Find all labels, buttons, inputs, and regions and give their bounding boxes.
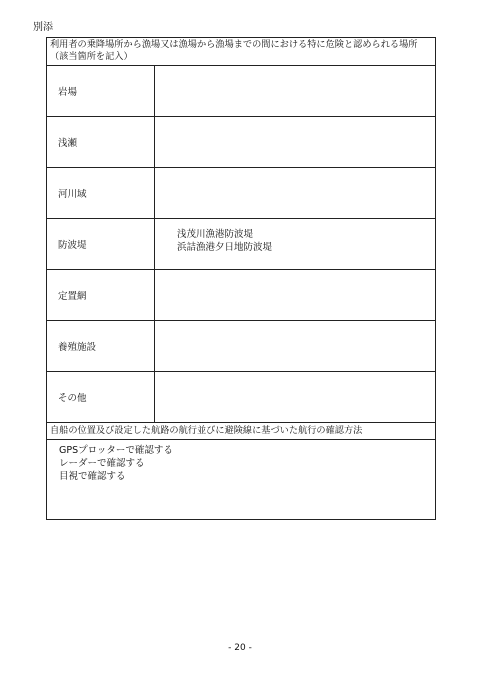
- danger-places-header: 利用者の乗降場所から漁場又は漁場から漁場までの間における特に危険と認められる場所（該当箇所を記入）: [47, 38, 435, 66]
- page-number: - 20 -: [228, 643, 252, 653]
- location-label: その他: [47, 372, 155, 422]
- location-label: 定置網: [47, 270, 155, 320]
- location-row: [47, 321, 435, 372]
- location-value: [155, 66, 435, 116]
- method-item: GPSプロッターで確認する: [59, 445, 173, 456]
- location-row: [47, 117, 435, 168]
- location-value: [155, 372, 435, 422]
- location-label: 岩場: [47, 66, 155, 116]
- location-entry: 浅茂川漁港防波堤: [177, 229, 254, 240]
- method-item: レーダーで確認する: [59, 458, 145, 469]
- form-table: [46, 37, 436, 520]
- location-label: 防波堤: [47, 219, 155, 269]
- location-label: 養殖施設: [47, 321, 155, 371]
- location-row: [47, 168, 435, 219]
- location-label: 浅瀬: [47, 117, 155, 167]
- location-value: [155, 270, 435, 320]
- location-row: [47, 66, 435, 117]
- location-value: [155, 168, 435, 218]
- method-item: 目視で確認する: [59, 471, 126, 482]
- confirmation-method-header: 自船の位置及び設定した航路の航行並びに避険線に基づいた航行の確認方法: [47, 423, 435, 440]
- location-value: [155, 219, 435, 269]
- confirmation-method-body: [47, 440, 435, 519]
- location-row: [47, 372, 435, 423]
- location-row: [47, 219, 435, 270]
- attachment-label: 別添: [33, 22, 53, 33]
- location-label: 河川域: [47, 168, 155, 218]
- location-value: [155, 117, 435, 167]
- location-row: [47, 270, 435, 321]
- location-value: [155, 321, 435, 371]
- location-entry: 浜詰漁港夕日地防波堤: [177, 242, 273, 253]
